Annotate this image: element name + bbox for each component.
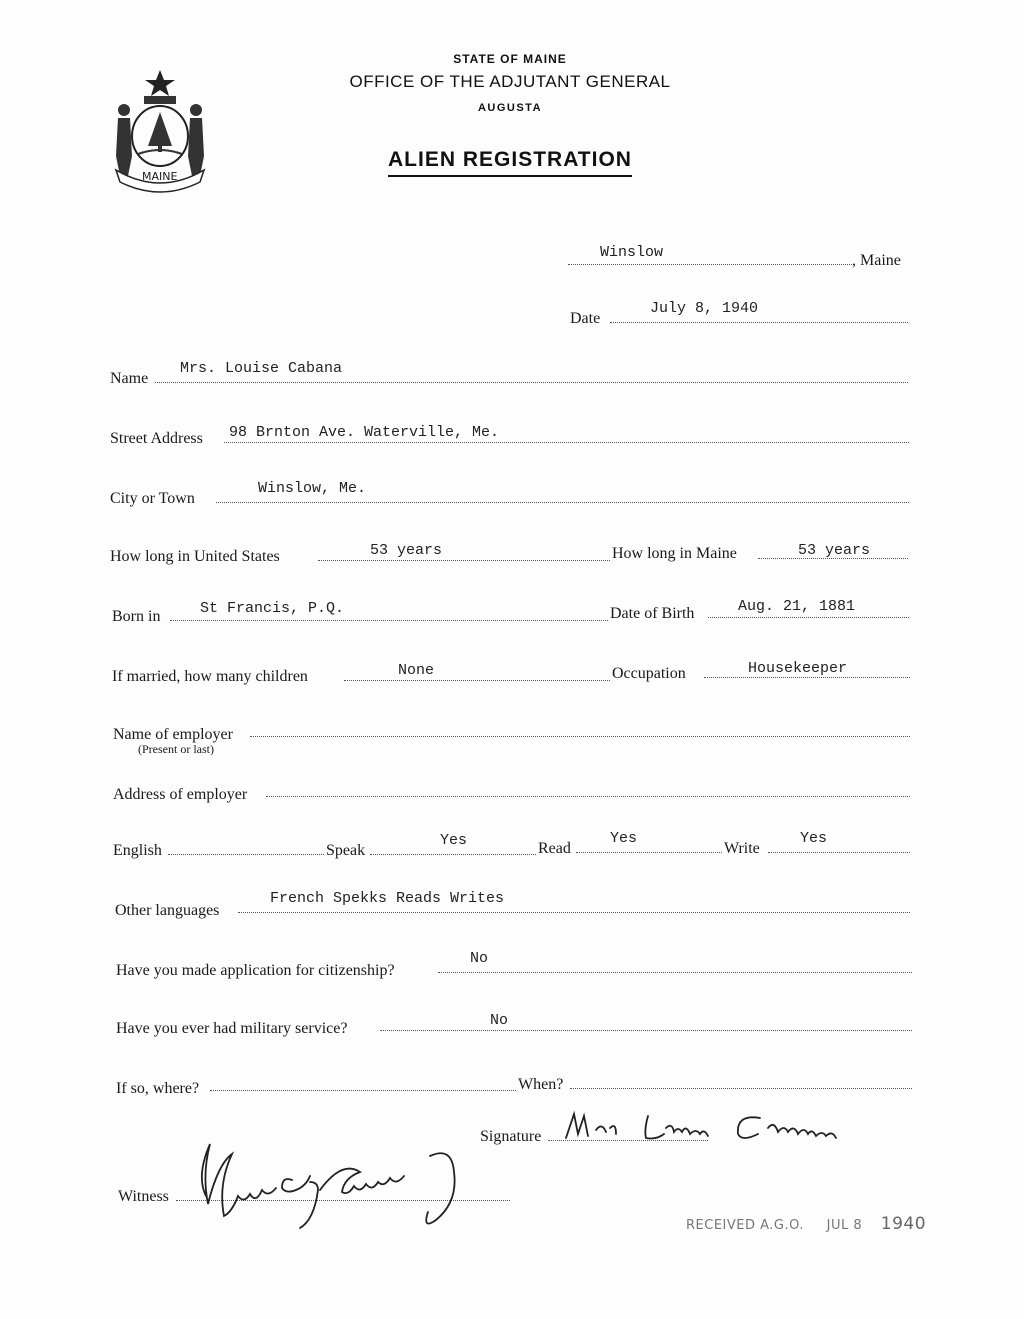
town-suffix: , Maine [852,252,901,269]
read-value: Yes [610,830,638,847]
other-languages-line [238,912,910,913]
us-value: 53 years [370,542,443,559]
stamp-month: JUL 8 [826,1218,863,1233]
born-value: St Francis, P.Q. [200,600,345,617]
read-line [576,852,722,853]
occupation-line [704,677,910,678]
where-line [210,1090,516,1091]
other-languages-value: French Spekks Reads Writes [270,890,505,907]
read-label: Read [538,840,571,857]
children-label: If married, how many children [112,668,308,685]
other-languages-label: Other languages [115,902,220,919]
town-value: Winslow [600,244,664,261]
dob-label: Date of Birth [610,605,695,622]
seal-text: MAINE [142,170,178,183]
english-label: English [113,842,162,859]
header-state: STATE OF MAINE [453,52,567,66]
stamp-year: 1940 [880,1214,927,1234]
city-line [216,502,909,503]
children-value: None [398,662,435,679]
signature-image [548,1100,948,1150]
write-line [768,852,910,853]
employer-sublabel: (Present or last) [138,742,214,756]
military-line [380,1030,912,1031]
street-line [224,442,909,443]
header-city: AUGUSTA [477,102,543,114]
children-line [344,680,610,681]
name-value: Mrs. Louise Cabana [180,360,343,377]
city-value: Winslow, Me. [258,480,367,497]
speak-value: Yes [440,832,468,849]
street-value: 98 Brnton Ave. Waterville, Me. [229,424,500,441]
date-line [610,322,908,323]
born-line [170,620,608,621]
when-label: When? [518,1076,564,1093]
occupation-value: Housekeeper [748,660,848,677]
born-label: Born in [112,608,161,625]
witness-signature-image [180,1136,480,1236]
name-line [155,382,908,383]
employer-label: Name of employer [113,726,233,743]
us-label: How long in United States [110,548,280,565]
form-title: ALIEN REGISTRATION [300,148,720,172]
employer-address-label: Address of employer [113,786,248,803]
speak-line [370,854,536,855]
date-label: Date [570,310,601,327]
dob-value: Aug. 21, 1881 [738,598,856,615]
write-value: Yes [800,830,828,847]
signature-label: Signature [480,1128,542,1145]
city-label: City or Town [110,490,195,507]
date-value: July 8, 1940 [650,300,759,317]
header-office: OFFICE OF THE ADJUTANT GENERAL [349,72,671,91]
citizenship-line [438,972,912,973]
citizenship-label: Have you made application for citizenship? [116,962,395,979]
occupation-label: Occupation [612,665,686,682]
speak-label: Speak [326,842,366,859]
citizenship-value: No [470,950,489,967]
english-line [168,854,324,855]
where-label: If so, where? [116,1080,200,1097]
witness-label: Witness [118,1188,169,1205]
name-label: Name [110,370,149,387]
maine-value: 53 years [798,542,871,559]
employer-address-line [266,796,910,797]
town-line [568,264,854,265]
received-stamp [686,1214,926,1234]
military-label: Have you ever had military service? [116,1020,348,1037]
military-value: No [490,1012,509,1029]
employer-line [250,736,910,737]
us-line [318,560,610,561]
dob-line [708,617,909,618]
street-label: Street Address [110,430,203,447]
write-label: Write [724,840,760,857]
when-line [570,1088,912,1089]
maine-label: How long in Maine [612,545,737,562]
stamp-text: RECEIVED A.G.O. [686,1218,804,1233]
